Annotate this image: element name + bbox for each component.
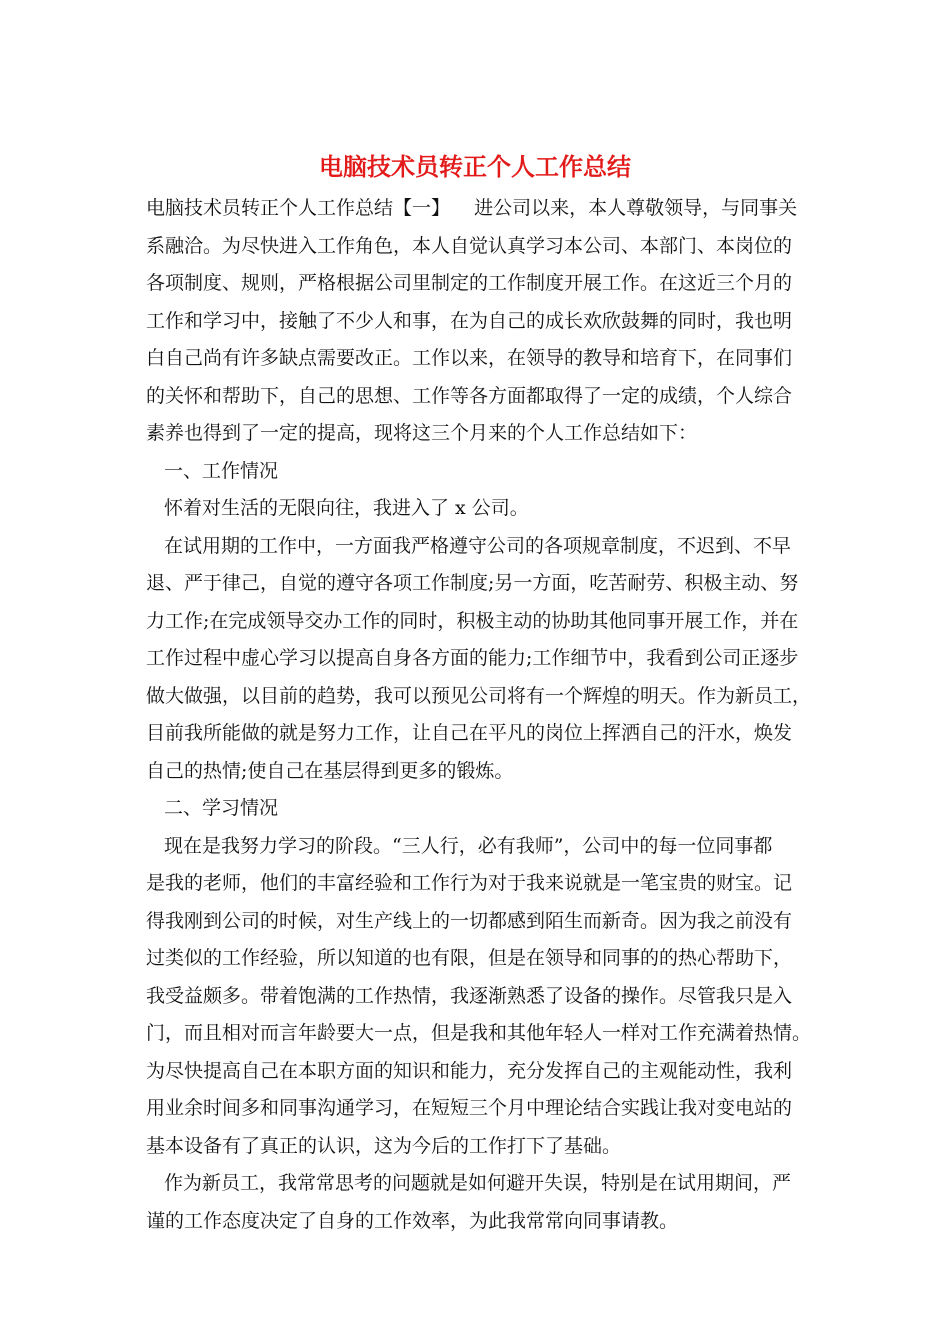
body-line: 各项制度、规则，严格根据公司里制定的工作制度开展工作。在这近三个月的 <box>146 272 793 294</box>
body-line: 的关怀和帮助下，自己的思想、工作等各方面都取得了一定的成绩，个人综合 <box>146 384 793 407</box>
body-line: 基本设备有了真正的认识，这为今后的工作打下了基础。 <box>146 1134 622 1157</box>
body-line: 怀着对生活的无限向往，我进入了 x 公司。 <box>164 497 529 519</box>
body-line: 素养也得到了一定的提高，现将这三个月来的个人工作总结如下： <box>146 422 698 444</box>
document-body <box>146 190 812 1240</box>
body-line: 过类似的工作经验，所以知道的也有限，但是在领导和同事的的热心帮助下， <box>146 947 793 969</box>
body-line: 在试用期的工作中，一方面我严格遵守公司的各项规章制度，不迟到、不早 <box>164 534 792 557</box>
body-line: 我受益颇多。带着饱满的工作热情，我逐渐熟悉了设备的操作。尽管我只是入 <box>146 984 793 1007</box>
body-line: 门，而且相对而言年龄要大一点，但是我和其他年轻人一样对工作充满着热情。 <box>146 1022 812 1044</box>
document-title: 电脑技术员转正个人工作总结 <box>319 152 631 181</box>
body-line: 工作和学习中，接触了不少人和事，在为自己的成长欢欣鼓舞的同时，我也明 <box>146 309 793 332</box>
body-line: 现在是我努力学习的阶段。“三人行，必有我师”，公司中的每一位同事都 <box>164 834 773 857</box>
body-line: 得我刚到公司的时候，对生产线上的一切都感到陌生而新奇。因为我之前没有 <box>146 909 793 932</box>
body-line: 做大做强，以目前的趋势，我可以预见公司将有一个辉煌的明天。作为新员工， <box>146 684 812 707</box>
body-line: 工作过程中虚心学习以提高自身各方面的能力;工作细节中，我看到公司正逐步 <box>146 647 799 669</box>
body-line: 谨的工作态度决定了自身的工作效率，为此我常常向同事请教。 <box>146 1209 679 1232</box>
body-line: 目前我所能做的就是努力工作，让自己在平凡的岗位上挥洒自己的汗水，焕发 <box>146 722 793 744</box>
body-line: 为尽快提高自己在本职方面的知识和能力，充分发挥自己的主观能动性，我利 <box>146 1059 793 1082</box>
body-line: 退、严于律己，自觉的遵守各项工作制度;另一方面，吃苦耐劳、积极主动、努 <box>146 572 799 594</box>
body-line: 是我的老师，他们的丰富经验和工作行为对于我来说就是一笔宝贵的财宝。记 <box>146 872 793 894</box>
body-line: 白自己尚有许多缺点需要改正。工作以来，在领导的教导和培育下，在同事们 <box>146 347 793 369</box>
body-line: 力工作;在完成领导交办工作的同时，积极主动的协助其他同事开展工作，并在 <box>146 609 799 632</box>
section-heading: 一、工作情况 <box>164 459 279 482</box>
body-line: 作为新员工，我常常思考的问题就是如何避开失误，特别是在试用期间，严 <box>164 1172 792 1194</box>
section-heading: 二、学习情况 <box>164 797 279 819</box>
body-line: 用业余时间多和同事沟通学习，在短短三个月中理论结合实践让我对变电站的 <box>146 1097 793 1119</box>
body-line: 电脑技术员转正个人工作总结【一】 进公司以来，本人尊敬领导，与同事关 <box>146 197 798 219</box>
body-line: 自己的热情;使自己在基层得到更多的锻炼。 <box>146 759 514 782</box>
body-line: 系融洽。为尽快进入工作角色，本人自觉认真学习本公司、本部门、本岗位的 <box>146 234 793 257</box>
